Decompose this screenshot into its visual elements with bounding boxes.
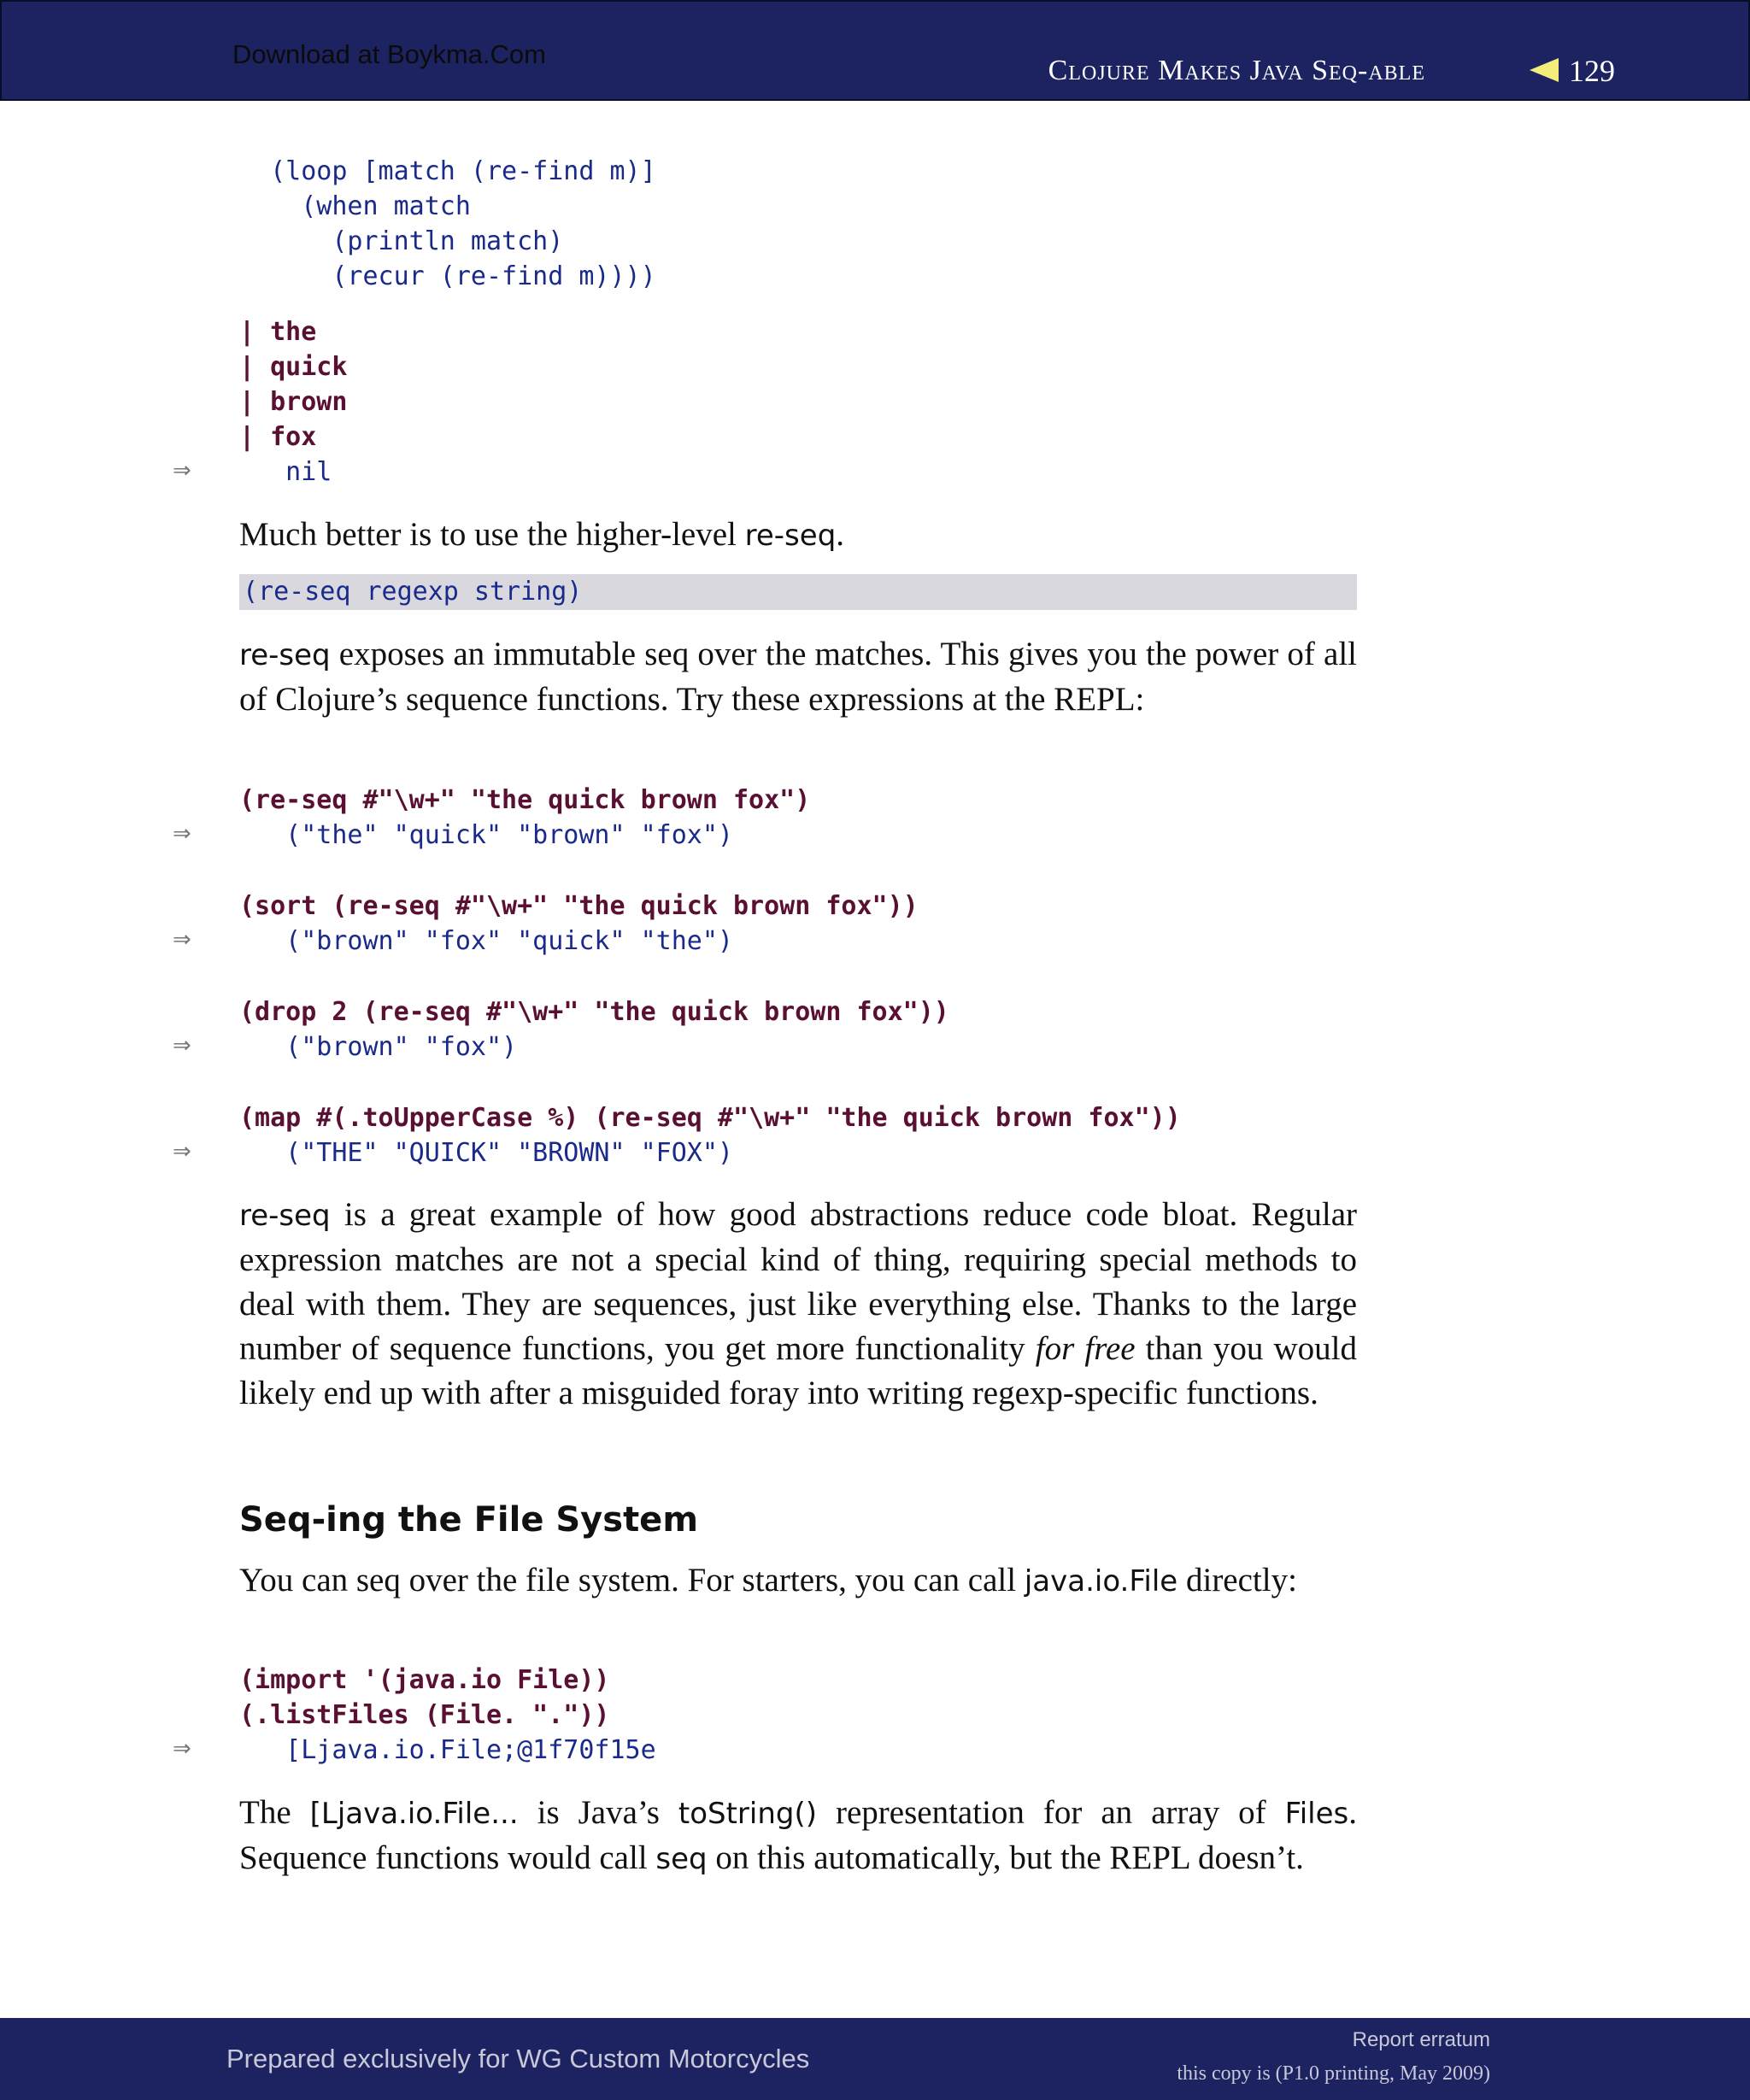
printed-line: | brown — [239, 387, 348, 417]
page-number: 129 — [1569, 54, 1615, 88]
paragraph-file-system: You can seq over the file system. For starters, you can call java.io.File directly: — [239, 1562, 1297, 1598]
paragraph-re-seq-exposes: re-seq exposes an immutable seq over the matches. This gives you the power of all of Clojure’s sequence functions. Try these expressions at the REPL: — [239, 636, 1357, 718]
example-output: ("brown" "fox" "quick" "the") — [239, 926, 733, 956]
file-code-block — [239, 1663, 609, 1733]
example-output: ("the" "quick" "brown" "fox") — [239, 820, 733, 850]
code-line: (loop [match (re-find m)] — [239, 156, 656, 186]
printed-line: | quick — [239, 352, 348, 382]
inline-code: re-seq — [239, 1199, 331, 1233]
example-input: (drop 2 (re-seq #"\w+" "the quick brown fox")) — [239, 997, 949, 1027]
result-arrow-icon: ⇒ — [173, 1736, 191, 1762]
usage-signature: (re-seq regexp string) — [243, 577, 583, 607]
example-input: (re-seq #"\w+" "the quick brown fox") — [239, 785, 811, 815]
footer-prepared-note: Prepared exclusively for WG Custom Motorcycles — [226, 2044, 810, 2074]
code-line: (import '(java.io File)) — [239, 1665, 610, 1695]
printed-line: | fox — [239, 422, 317, 452]
printed-output-block — [239, 314, 347, 455]
result-arrow-icon: ⇒ — [173, 821, 191, 847]
report-erratum-link[interactable]: Report erratum — [1352, 2028, 1490, 2051]
running-title: Clojure Makes Java Seq-able — [1048, 55, 1425, 86]
prev-page-arrow-icon[interactable] — [1530, 58, 1559, 82]
inline-code: toString() — [678, 1797, 818, 1831]
inline-code: re-seq — [744, 519, 837, 553]
printed-line: | the — [239, 317, 317, 347]
emphasis: for free — [1035, 1330, 1136, 1367]
example-output: ("THE" "QUICK" "BROWN" "FOX") — [239, 1138, 733, 1168]
paragraph-tostring: The [Ljava.io.File... is Java’s toString() representation for an array of Files. Sequence functions would call seq on this automatically, but the REPL doesn’t. — [239, 1794, 1357, 1876]
code-line: (.listFiles (File. ".")) — [239, 1700, 610, 1730]
result-arrow-icon: ⇒ — [173, 927, 191, 953]
example-input: (map #(.toUpperCase %) (re-seq #"\w+" "the quick brown fox")) — [239, 1103, 1181, 1133]
file-code-result: [Ljava.io.File;@1f70f15e — [239, 1735, 656, 1765]
loop-code-block — [239, 154, 656, 294]
inline-code: java.io.File — [1024, 1564, 1178, 1598]
result-arrow-icon: ⇒ — [173, 1139, 191, 1164]
paragraph-great-example: re-seq is a great example of how good abstractions reduce code bloat. Regular expression matches are not a special kind of thing, requiring special methods to deal with them. They are sequences, just like everything else. Thanks to the large number of sequence functions, you get more functionality for free than you would likely end up with after a misguided foray into writing regexp-specific functions. — [239, 1196, 1357, 1411]
inline-code: seq — [655, 1842, 708, 1876]
code-line: (recur (re-find m)))) — [239, 261, 656, 291]
paragraph-much-better: Much better is to use the higher-level re-seq. — [239, 516, 845, 553]
example-input: (sort (re-seq #"\w+" "the quick brown fox")) — [239, 891, 919, 921]
section-heading: Seq-ing the File System — [239, 1500, 698, 1540]
code-line: (when match — [239, 191, 471, 221]
inline-code: re-seq — [239, 638, 331, 672]
inline-code: Files — [1284, 1797, 1349, 1831]
code-line: (println match) — [239, 226, 564, 256]
inline-code: [Ljava.io.File... — [309, 1797, 519, 1831]
example-output: ("brown" "fox") — [239, 1032, 518, 1062]
download-note: Download at Boykma.Com — [232, 39, 546, 69]
result-arrow-icon: ⇒ — [173, 1033, 191, 1059]
loop-result: nil — [239, 457, 332, 487]
footer-copy-note: this copy is (P1.0 printing, May 2009) — [1177, 2062, 1490, 2085]
result-arrow-icon: ⇒ — [173, 458, 191, 484]
